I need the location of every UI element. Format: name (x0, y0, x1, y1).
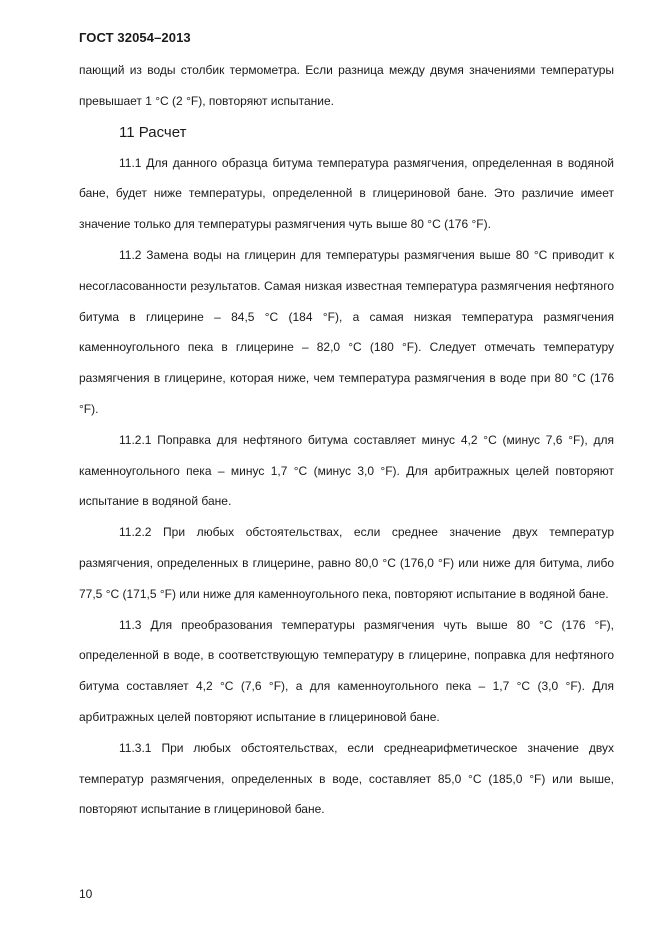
paragraph-11-2: 11.2 Замена воды на глицерин для температуры размягчения выше 80 °С приводит к несогласованности результатов. Самая низкая известная температура размягчения нефтяного битума в глицерине – 84,5 °С (184 °F), а самая низкая температура размягчения каменноугольного пека в глицерине – 82,0 °С (180 °F). Следует отмечать температуру размягчения в глицерине, которая ниже, чем температура размягчения в воде при 80 °С (176 °F). (79, 247, 614, 416)
paragraph-11-2-1: 11.2.1 Поправка для нефтяного битума составляет минус 4,2 °С (минус 7,6 °F), для каменноугольного пека – минус 1,7 °С (минус 3,0 °F). Для арбитражных целей повторяют испытание в водяной бане. (79, 432, 614, 509)
paragraph-11-3-1: 11.3.1 При любых обстоятельствах, если среднеарифметическое значение двух температур размягчения, определенных в воде, составляет 85,0 °С (185,0 °F) или выше, повторяют испытание в глицериновой бане. (79, 740, 614, 817)
page-number: 10 (79, 887, 93, 901)
paragraph-11-3: 11.3 Для преобразования температуры размягчения чуть выше 80 °С (176 °F), определенной в воде, в соответствующую температуру в глицерине, поправка для нефтяного битума составляет 4,2 °С (7,6 °F), а для каменноугольного пека – 1,7 °С (3,0 °F). Для арбитражных целей повторяют испытание в глицериновой бане. (79, 617, 614, 724)
section-title: 11 Расчет (119, 123, 187, 141)
paragraph-11-1: 11.1 Для данного образца битума температура размягчения, определенная в водяной бане, будет ниже температуры, определенной в глицериновой бане. Это различие имеет значение только для температуры размягчения чуть выше 80 °С (176 °F). (79, 155, 614, 232)
document-body (79, 55, 614, 825)
paragraph-11-2-2: 11.2.2 При любых обстоятельствах, если среднее значение двух температур размягчения, определенных в глицерине, равно 80,0 °С (176,0 °F) или ниже для битума, либо 77,5 °С (171,5 °F) или ниже для каменноугольного пека, повторяют испытание в водяной бане. (79, 525, 614, 601)
document-code-header: ГОСТ 32054–2013 (79, 30, 191, 45)
paragraph-continuation: пающий из воды столбик термометра. Если разница между двумя значениями температуры превышает 1 °С (2 °F), повторяют испытание. (79, 63, 614, 108)
